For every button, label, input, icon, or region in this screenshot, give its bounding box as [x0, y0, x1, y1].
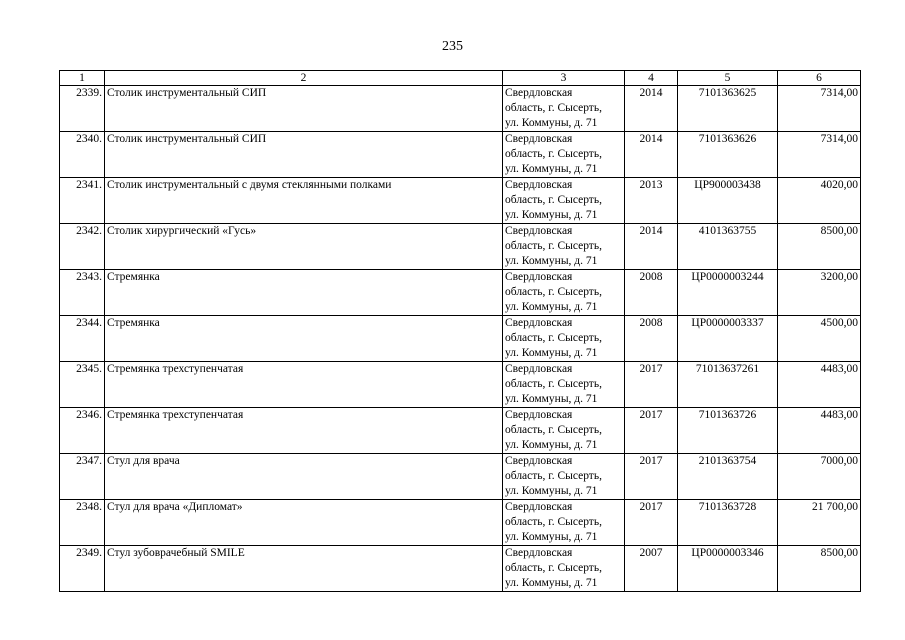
- row-number: 2342.: [60, 224, 105, 270]
- table-row: [60, 132, 861, 178]
- address-line: область, г. Сысерть,: [505, 378, 602, 390]
- item-name: Стремянка: [105, 270, 503, 316]
- address-line: Свердловская: [505, 547, 573, 559]
- row-number: 2346.: [60, 408, 105, 454]
- row-number: 2339.: [60, 86, 105, 132]
- address-line: ул. Коммуны, д. 71: [505, 531, 598, 543]
- address-line: ул. Коммуны, д. 71: [505, 301, 598, 313]
- page-number: 235: [442, 39, 463, 54]
- address-line: область, г. Сысерть,: [505, 470, 602, 482]
- address-line: Свердловская: [505, 317, 573, 329]
- address-line: область, г. Сысерть,: [505, 240, 602, 252]
- row-number: 2344.: [60, 316, 105, 362]
- row-number: 2345.: [60, 362, 105, 408]
- table-row: [60, 408, 861, 454]
- column-header-3: 3: [503, 71, 625, 86]
- address-line: ул. Коммуны, д. 71: [505, 117, 598, 129]
- address-line: область, г. Сысерть,: [505, 194, 602, 206]
- address-line: Свердловская: [505, 225, 573, 237]
- inventory-number: ЦР0000003346: [678, 546, 778, 592]
- item-year: 2008: [625, 316, 678, 362]
- address-line: ул. Коммуны, д. 71: [505, 485, 598, 497]
- address-line: Свердловская: [505, 179, 573, 191]
- table-row: [60, 362, 861, 408]
- item-address: [503, 86, 625, 132]
- item-address: [503, 500, 625, 546]
- item-address: [503, 362, 625, 408]
- item-year: 2007: [625, 546, 678, 592]
- item-name: Стул для врача: [105, 454, 503, 500]
- item-year: 2013: [625, 178, 678, 224]
- inventory-number: 2101363754: [678, 454, 778, 500]
- item-year: 2014: [625, 132, 678, 178]
- row-number: 2348.: [60, 500, 105, 546]
- item-year: 2017: [625, 408, 678, 454]
- address-line: ул. Коммуны, д. 71: [505, 347, 598, 359]
- table-row: [60, 454, 861, 500]
- item-name: Стремянка: [105, 316, 503, 362]
- item-cost: 7314,00: [778, 132, 861, 178]
- column-header-5: 5: [678, 71, 778, 86]
- item-year: 2017: [625, 362, 678, 408]
- row-number: 2340.: [60, 132, 105, 178]
- table-row: [60, 86, 861, 132]
- inventory-number: 7101363626: [678, 132, 778, 178]
- item-cost: 4483,00: [778, 408, 861, 454]
- inventory-number: 7101363726: [678, 408, 778, 454]
- address-line: область, г. Сысерть,: [505, 102, 602, 114]
- item-name: Стремянка трехступенчатая: [105, 362, 503, 408]
- column-header-2: 2: [105, 71, 503, 86]
- item-cost: 21 700,00: [778, 500, 861, 546]
- table-row: [60, 224, 861, 270]
- address-line: область, г. Сысерть,: [505, 332, 602, 344]
- item-name: Столик инструментальный СИП: [105, 86, 503, 132]
- item-cost: 8500,00: [778, 224, 861, 270]
- table-row: [60, 178, 861, 224]
- inventory-number: 4101363755: [678, 224, 778, 270]
- item-address: [503, 546, 625, 592]
- item-address: [503, 132, 625, 178]
- item-cost: 4483,00: [778, 362, 861, 408]
- item-name: Столик инструментальный с двумя стеклянными полками: [105, 178, 503, 224]
- column-number-header-row: [60, 71, 861, 86]
- item-address: [503, 270, 625, 316]
- address-line: ул. Коммуны, д. 71: [505, 209, 598, 221]
- item-cost: 4020,00: [778, 178, 861, 224]
- item-address: [503, 408, 625, 454]
- address-line: область, г. Сысерть,: [505, 286, 602, 298]
- address-line: Свердловская: [505, 271, 573, 283]
- inventory-number: ЦР0000003244: [678, 270, 778, 316]
- item-cost: 4500,00: [778, 316, 861, 362]
- inventory-number: ЦР900003438: [678, 178, 778, 224]
- item-cost: 7314,00: [778, 86, 861, 132]
- address-line: Свердловская: [505, 409, 573, 421]
- row-number: 2343.: [60, 270, 105, 316]
- table-row: [60, 546, 861, 592]
- item-year: 2008: [625, 270, 678, 316]
- inventory-number: 7101363625: [678, 86, 778, 132]
- item-year: 2017: [625, 454, 678, 500]
- address-line: ул. Коммуны, д. 71: [505, 439, 598, 451]
- address-line: ул. Коммуны, д. 71: [505, 255, 598, 267]
- item-address: [503, 316, 625, 362]
- item-address: [503, 454, 625, 500]
- address-line: Свердловская: [505, 87, 573, 99]
- address-line: ул. Коммуны, д. 71: [505, 393, 598, 405]
- row-number: 2347.: [60, 454, 105, 500]
- inventory-number: ЦР0000003337: [678, 316, 778, 362]
- item-address: [503, 224, 625, 270]
- address-line: Свердловская: [505, 501, 573, 513]
- item-year: 2014: [625, 224, 678, 270]
- inventory-number: 7101363728: [678, 500, 778, 546]
- item-cost: 8500,00: [778, 546, 861, 592]
- address-line: ул. Коммуны, д. 71: [505, 163, 598, 175]
- row-number: 2341.: [60, 178, 105, 224]
- column-header-6: 6: [778, 71, 861, 86]
- item-name: Стул зубоврачебный SMILE: [105, 546, 503, 592]
- table-row: [60, 270, 861, 316]
- item-year: 2017: [625, 500, 678, 546]
- item-cost: 7000,00: [778, 454, 861, 500]
- inventory-number: 71013637261: [678, 362, 778, 408]
- column-header-4: 4: [625, 71, 678, 86]
- address-line: Свердловская: [505, 363, 573, 375]
- address-line: область, г. Сысерть,: [505, 516, 602, 528]
- table-row: [60, 316, 861, 362]
- column-header-1: 1: [60, 71, 105, 86]
- item-cost: 3200,00: [778, 270, 861, 316]
- item-address: [503, 178, 625, 224]
- property-register-table: [59, 70, 861, 592]
- address-line: область, г. Сысерть,: [505, 562, 602, 574]
- address-line: Свердловская: [505, 455, 573, 467]
- address-line: область, г. Сысерть,: [505, 148, 602, 160]
- item-year: 2014: [625, 86, 678, 132]
- row-number: 2349.: [60, 546, 105, 592]
- table-row: [60, 500, 861, 546]
- item-name: Столик инструментальный СИП: [105, 132, 503, 178]
- item-name: Стремянка трехступенчатая: [105, 408, 503, 454]
- address-line: Свердловская: [505, 133, 573, 145]
- address-line: ул. Коммуны, д. 71: [505, 577, 598, 589]
- item-name: Стул для врача «Дипломат»: [105, 500, 503, 546]
- address-line: область, г. Сысерть,: [505, 424, 602, 436]
- item-name: Столик хирургический «Гусь»: [105, 224, 503, 270]
